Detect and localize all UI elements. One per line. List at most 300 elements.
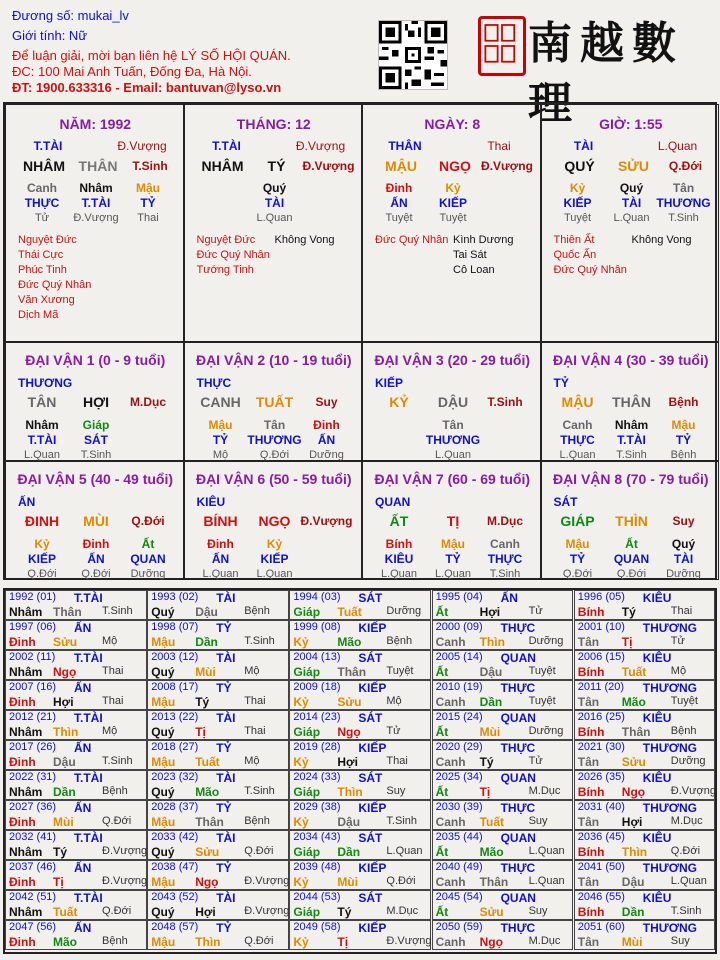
year-cell[interactable] (574, 920, 716, 950)
pillar-third: Đ.Vượng (302, 159, 355, 173)
hidden-stem: Canh (27, 181, 57, 195)
pillar-top-god: TÀI (573, 139, 594, 153)
year-cell[interactable] (432, 890, 574, 920)
hidden-stem: THƯƠNG (656, 196, 711, 210)
year-stem: Nhâm (9, 905, 43, 919)
hidden-stem: TỶ (675, 433, 692, 447)
year-label: 1994 (03) (293, 591, 341, 603)
year-cell[interactable] (5, 860, 147, 890)
dai-van-state: M.Dục (487, 514, 523, 528)
year-cell[interactable] (432, 620, 574, 650)
year-state: Q.Đới (386, 875, 416, 887)
year-cell[interactable] (432, 590, 574, 620)
year-stem: Bính (577, 845, 605, 859)
year-cell[interactable] (5, 740, 147, 770)
year-state: Đ.Vượng (102, 845, 148, 857)
year-label: 2026 (35) (577, 771, 625, 783)
year-god: TÀI (216, 891, 236, 905)
year-branch: Thân (621, 725, 651, 739)
year-state: L.Quan (670, 875, 707, 887)
year-branch: Hợi (53, 695, 74, 709)
year-label: 2002 (11) (9, 651, 56, 663)
year-state: Thai (386, 755, 408, 767)
pillar-top-state: Đ.Vượng (295, 139, 346, 153)
dai-van-god: THƯƠNG (18, 376, 73, 390)
earthly-branch: NGỌ (258, 513, 291, 529)
hidden-stem: Canh (562, 418, 593, 432)
star-item-2: Cô Loan (453, 264, 495, 276)
year-stem: Mậu (151, 875, 176, 889)
star-item: Quốc Ấn (553, 249, 597, 261)
year-label: 2042 (51) (9, 891, 57, 903)
year-branch: Tuất (195, 755, 220, 769)
address: ĐC: 100 Mai Anh Tuấn, Đống Đa, Hà Nội. (12, 64, 252, 79)
year-cell[interactable] (5, 920, 147, 950)
dai-van-god: ẤN (18, 495, 36, 509)
hidden-stem: KIẾP (260, 552, 289, 566)
year-cell[interactable] (147, 920, 289, 950)
pillar-top-state: Đ.Vượng (117, 139, 167, 153)
phone-email[interactable]: ĐT: 1900.633316 - Email: bantuvan@lyso.vn (12, 80, 282, 95)
year-cell[interactable] (147, 680, 289, 710)
hidden-stem: T.TÀI (27, 433, 57, 447)
year-branch: Mùi (337, 875, 359, 889)
hidden-stem: Quý (619, 181, 644, 195)
year-cell[interactable] (147, 770, 289, 800)
year-label: 2027 (36) (9, 801, 57, 813)
year-cell[interactable] (289, 800, 431, 830)
year-label: 2007 (16) (9, 681, 57, 693)
year-branch: Dần (53, 785, 76, 799)
hidden-stem: Kỷ (445, 181, 461, 195)
year-god: KIẾP (358, 861, 387, 875)
year-god: ẤN (74, 741, 92, 755)
year-label: 2034 (43) (293, 831, 341, 843)
year-stem: Quý (151, 785, 175, 799)
heavenly-stem: NHÂM (201, 158, 244, 174)
year-god: THỰC (500, 861, 536, 875)
year-cell[interactable] (432, 740, 574, 770)
year-god: SÁT (358, 591, 383, 605)
year-cell[interactable] (5, 830, 147, 860)
hidden-stem: Q.Đới (616, 568, 647, 580)
dai-van-god: THỰC (196, 376, 232, 390)
star-item: Tướng Tinh (196, 264, 254, 276)
year-stem: Bính (577, 665, 605, 679)
year-god: TỶ (216, 861, 232, 875)
year-cell[interactable] (147, 830, 289, 860)
year-stem: Canh (435, 755, 466, 769)
year-cell[interactable] (289, 710, 431, 740)
year-cell[interactable] (147, 650, 289, 680)
hidden-stem: Canh (490, 537, 520, 551)
dai-van-state: M.Dục (130, 395, 166, 409)
year-stem: Ất (435, 845, 449, 859)
year-branch: Tị (53, 875, 64, 889)
year-label: 2037 (46) (9, 861, 57, 873)
year-label: 2051 (60) (577, 921, 625, 933)
pillar-title: GIỜ: 1:55 (599, 116, 663, 132)
year-cell[interactable] (5, 770, 147, 800)
year-cell[interactable] (432, 830, 574, 860)
year-stem: Nhâm (9, 605, 43, 619)
pillar-top-god: T.TÀI (212, 139, 241, 153)
hidden-stem: T.Sinh (668, 212, 699, 224)
year-label: 2009 (18) (293, 681, 341, 693)
year-stem: Giáp (293, 605, 321, 619)
year-stem: Ất (435, 665, 449, 679)
year-cell[interactable] (574, 650, 716, 680)
year-state: Q.Đới (244, 845, 274, 857)
heavenly-stem: CANH (200, 394, 241, 410)
year-label: 2030 (39) (435, 801, 483, 813)
year-god: QUAN (500, 891, 536, 905)
year-state: Đ.Vượng (244, 875, 290, 887)
year-cell[interactable] (289, 860, 431, 890)
hidden-stem: KIẾP (563, 196, 592, 210)
year-cell[interactable] (574, 740, 716, 770)
year-branch: Ngọ (621, 785, 646, 799)
year-god: ẤN (74, 861, 92, 875)
year-god: SÁT (358, 711, 383, 725)
year-branch: Hợi (337, 755, 358, 769)
year-god: TỶ (216, 621, 232, 635)
year-label: 2014 (23) (293, 711, 341, 723)
year-cell[interactable] (432, 920, 574, 950)
year-god: TÀI (216, 771, 236, 785)
year-state: Đ.Vượng (102, 875, 148, 887)
year-branch: Thân (195, 815, 224, 829)
year-state: Bệnh (386, 635, 413, 647)
year-cell[interactable] (574, 590, 716, 620)
year-state: Thai (244, 725, 266, 737)
year-state: Tuyệt (528, 665, 556, 677)
pillar-title: NĂM: 1992 (59, 116, 132, 132)
year-god: TỶ (216, 801, 232, 815)
year-god: THỰC (500, 801, 536, 815)
hidden-stem: ẤN (211, 552, 230, 566)
year-stem: Giáp (293, 665, 321, 679)
year-god: T.TÀI (74, 891, 103, 905)
hidden-stem: Dưỡng (130, 568, 166, 580)
hidden-stem: Kỷ (266, 537, 283, 551)
year-stem: Mậu (151, 635, 176, 649)
year-cell[interactable] (147, 890, 289, 920)
hidden-stem: Thai (137, 212, 159, 224)
year-state: T.Sinh (386, 815, 417, 827)
heavenly-stem: ĐINH (24, 513, 60, 529)
year-state: Đ.Vượng (386, 935, 432, 947)
hidden-stem: Giáp (82, 418, 110, 432)
year-cell[interactable] (432, 650, 574, 680)
earthly-branch: SỬU (617, 158, 650, 174)
year-label: 2024 (33) (293, 771, 341, 783)
heavenly-stem: TÂN (27, 394, 57, 410)
year-label: 2018 (27) (151, 741, 199, 753)
year-god: ẤN (74, 921, 92, 935)
hidden-stem: Kỷ (569, 181, 586, 195)
year-label: 2006 (15) (577, 651, 625, 663)
year-branch: Tị (337, 935, 349, 949)
hidden-stem: Tử (34, 212, 50, 224)
year-stem: Quý (151, 845, 175, 859)
year-state: Đ.Vượng (244, 905, 290, 917)
hidden-stem: T.TÀI (617, 433, 646, 447)
year-branch: Hợi (195, 905, 216, 919)
year-cell[interactable] (5, 890, 147, 920)
year-god: ẤN (500, 591, 518, 605)
year-cell[interactable] (5, 680, 147, 710)
year-cell[interactable] (5, 620, 147, 650)
hidden-stem: Nhâm (25, 418, 59, 432)
contact-note: Để luận giải, mời bạn liên hệ LÝ SỐ HỘI QUÁN. (12, 48, 291, 63)
year-branch: Thân (479, 875, 509, 889)
year-stem: Nhâm (9, 665, 43, 679)
qr-code-icon[interactable] (378, 20, 448, 90)
year-cell[interactable] (574, 830, 716, 860)
dai-van-state: Suy (672, 514, 695, 528)
year-state: Mộ (386, 695, 402, 707)
dai-van-title: ĐẠI VẬN 2 (10 - 19 tuổi) (195, 352, 352, 368)
year-cell[interactable] (574, 680, 716, 710)
year-label: 2047 (56) (9, 921, 57, 933)
year-cell[interactable] (5, 590, 147, 620)
year-state: Tuyệt (670, 695, 698, 707)
hidden-stem: TỶ (569, 552, 586, 566)
year-branch: Thìn (53, 725, 79, 739)
year-stem: Kỷ (293, 815, 309, 829)
year-stem: Quý (151, 665, 175, 679)
hidden-stem: Q.Đới (562, 568, 593, 580)
earthly-branch: HỢI (83, 394, 109, 410)
year-state: Dưỡng (528, 725, 564, 737)
year-label: 2000 (09) (435, 621, 483, 633)
year-cell[interactable] (289, 620, 431, 650)
year-cell[interactable] (147, 590, 289, 620)
year-stem: Canh (435, 815, 466, 829)
hidden-stem: Bính (385, 537, 413, 551)
hidden-stem: Đinh (313, 418, 340, 432)
year-label: 2038 (47) (151, 861, 199, 873)
year-cell[interactable] (432, 860, 574, 890)
year-branch: Dần (337, 845, 361, 859)
year-cell[interactable] (432, 770, 574, 800)
year-branch: Dậu (337, 815, 361, 829)
year-stem: Canh (435, 635, 466, 649)
year-cell[interactable] (289, 830, 431, 860)
year-god: ẤN (74, 621, 92, 635)
star-item: Phúc Tinh (18, 264, 67, 276)
star-item-2: Không Vong (631, 234, 692, 246)
year-label: 2011 (20) (577, 681, 625, 693)
pillar-cell (5, 104, 184, 342)
year-label: 2017 (26) (9, 741, 57, 753)
year-stem: Tân (577, 635, 600, 649)
year-state: L.Quan (386, 845, 423, 857)
year-god: TỶ (216, 741, 232, 755)
hidden-stem: Mậu (136, 181, 160, 195)
year-stem: Đinh (9, 755, 36, 769)
star-item: Nguyệt Đức (18, 234, 77, 246)
year-label: 2023 (32) (151, 771, 199, 783)
hidden-stem: Q.Đới (259, 449, 290, 461)
year-cell[interactable] (289, 680, 431, 710)
hidden-stem: Đinh (385, 181, 413, 195)
hidden-stem: ẤN (390, 196, 408, 210)
year-cell[interactable] (147, 800, 289, 830)
year-cell[interactable] (289, 920, 431, 950)
heavenly-stem: QUÝ (564, 158, 595, 174)
year-god: KIÊU (642, 891, 672, 905)
year-god: THỰC (500, 741, 536, 755)
dai-van-title: ĐẠI VẬN 8 (70 - 79 tuổi) (552, 471, 709, 487)
year-god: QUAN (500, 771, 536, 785)
year-god: THƯƠNG (642, 741, 697, 755)
year-state: T.Sinh (244, 635, 275, 647)
year-cell[interactable] (5, 800, 147, 830)
pillar-cell (541, 104, 720, 342)
year-god: KIÊU (642, 711, 672, 725)
year-stem: Mậu (151, 935, 176, 949)
year-branch: Tuất (479, 815, 505, 829)
year-state: Suy (386, 785, 406, 797)
year-stem: Tân (577, 935, 600, 949)
year-cell[interactable] (289, 770, 431, 800)
earthly-branch: DẬU (437, 394, 469, 410)
year-label: 2044 (53) (293, 891, 341, 903)
year-branch: Dần (621, 905, 645, 919)
year-state: Thai (102, 665, 124, 677)
hidden-stem: Đinh (207, 537, 234, 551)
heavenly-stem: ẤT (389, 513, 409, 529)
year-god: KIẾP (358, 681, 387, 695)
hidden-stem: TÀI (673, 552, 694, 566)
year-stem: Tân (577, 815, 600, 829)
year-cell[interactable] (574, 710, 716, 740)
heavenly-stem: MẬU (385, 158, 417, 174)
year-state: Dưỡng (386, 605, 422, 617)
year-cell[interactable] (432, 800, 574, 830)
year-state: Bệnh (244, 605, 270, 617)
year-state: M.Dục (386, 905, 419, 917)
year-stem: Tân (577, 755, 600, 769)
year-cell[interactable] (574, 800, 716, 830)
heavenly-stem: NHÂM (23, 158, 65, 174)
year-cell[interactable] (289, 740, 431, 770)
year-label: 1998 (07) (151, 621, 199, 633)
year-cell[interactable] (147, 860, 289, 890)
year-state: Tuyệt (528, 695, 556, 707)
star-item-2: Không Vong (274, 234, 335, 246)
year-cell[interactable] (432, 680, 574, 710)
year-cell[interactable] (5, 710, 147, 740)
dai-van-title: ĐẠI VẬN 7 (60 - 69 tuổi) (374, 471, 531, 487)
hidden-stem: L.Quan (434, 568, 472, 580)
year-state: Tuyệt (386, 665, 414, 677)
pillar-title: NGÀY: 8 (424, 116, 481, 132)
year-state: Tử (528, 755, 543, 767)
year-cell[interactable] (147, 710, 289, 740)
pillar-top-state: L.Quan (657, 139, 698, 153)
year-branch: Sửu (479, 905, 504, 919)
year-god: T.TÀI (74, 711, 103, 725)
year-state: Tử (528, 605, 543, 617)
hidden-stem: TÀI (264, 196, 285, 210)
year-stem: Giáp (293, 725, 321, 739)
year-god: TÀI (216, 711, 236, 725)
dai-van-cell (541, 461, 720, 580)
dai-van-god: KIẾP (375, 376, 404, 390)
hidden-stem: L.Quan (380, 568, 418, 580)
hidden-stem: Nhâm (79, 181, 113, 195)
year-cell[interactable] (289, 650, 431, 680)
hidden-stem: L.Quan (613, 212, 650, 224)
year-cell[interactable] (432, 710, 574, 740)
year-stem: Nhâm (9, 725, 43, 739)
year-label: 2008 (17) (151, 681, 199, 693)
year-god: THỰC (500, 921, 536, 935)
year-branch: Thìn (621, 845, 648, 859)
year-cell[interactable] (289, 890, 431, 920)
year-branch: Dậu (53, 755, 76, 769)
year-cell[interactable] (574, 770, 716, 800)
hidden-stem: Tân (263, 418, 286, 432)
logo-text: 南越數理 (528, 18, 684, 129)
year-state: Dưỡng (670, 755, 706, 767)
year-branch: Sửu (621, 755, 646, 769)
earthly-branch: TÝ (267, 158, 286, 174)
year-cell[interactable] (574, 860, 716, 890)
year-cell[interactable] (574, 620, 716, 650)
year-branch: Mùi (53, 815, 74, 829)
earthly-branch: THÂN (612, 394, 651, 410)
hidden-stem: QUAN (130, 552, 166, 566)
hidden-stem: ẤN (87, 552, 105, 566)
year-state: Mộ (670, 665, 687, 677)
year-state: Bệnh (670, 725, 697, 737)
year-cell[interactable] (574, 890, 716, 920)
year-cell[interactable] (289, 590, 431, 620)
year-branch: Mão (53, 935, 77, 949)
year-branch: Mão (195, 785, 220, 799)
dai-van-title: ĐẠI VẬN 1 (0 - 9 tuổi) (25, 352, 166, 368)
year-stem: Nhâm (9, 845, 43, 859)
year-cell[interactable] (5, 650, 147, 680)
year-branch: Tị (621, 635, 633, 649)
year-branch: Tý (195, 695, 210, 709)
dai-van-title: ĐẠI VẬN 5 (40 - 49 tuổi) (17, 471, 174, 487)
year-label: 2012 (21) (9, 711, 57, 723)
year-cell[interactable] (147, 740, 289, 770)
pillar-top-god: THÂN (388, 139, 422, 153)
dai-van-title: ĐẠI VẬN 6 (50 - 59 tuổi) (195, 471, 352, 487)
year-god: QUAN (500, 711, 536, 725)
year-god: KIẾP (358, 801, 387, 815)
pillar-cell (362, 104, 541, 342)
year-stem: Đinh (9, 935, 36, 949)
year-state: T.Sinh (102, 755, 133, 767)
star-item-2: Kình Dương (453, 234, 514, 246)
hidden-stem: TỶ (140, 196, 156, 210)
year-branch: Ngọ (337, 725, 361, 739)
year-state: T.Sinh (244, 785, 275, 797)
year-cell[interactable] (147, 620, 289, 650)
year-label: 2021 (30) (577, 741, 625, 753)
heavenly-stem: BÍNH (203, 513, 238, 529)
year-state: Dưỡng (528, 635, 564, 647)
year-label: 2040 (49) (435, 861, 483, 873)
year-label: 1996 (05) (577, 591, 625, 603)
